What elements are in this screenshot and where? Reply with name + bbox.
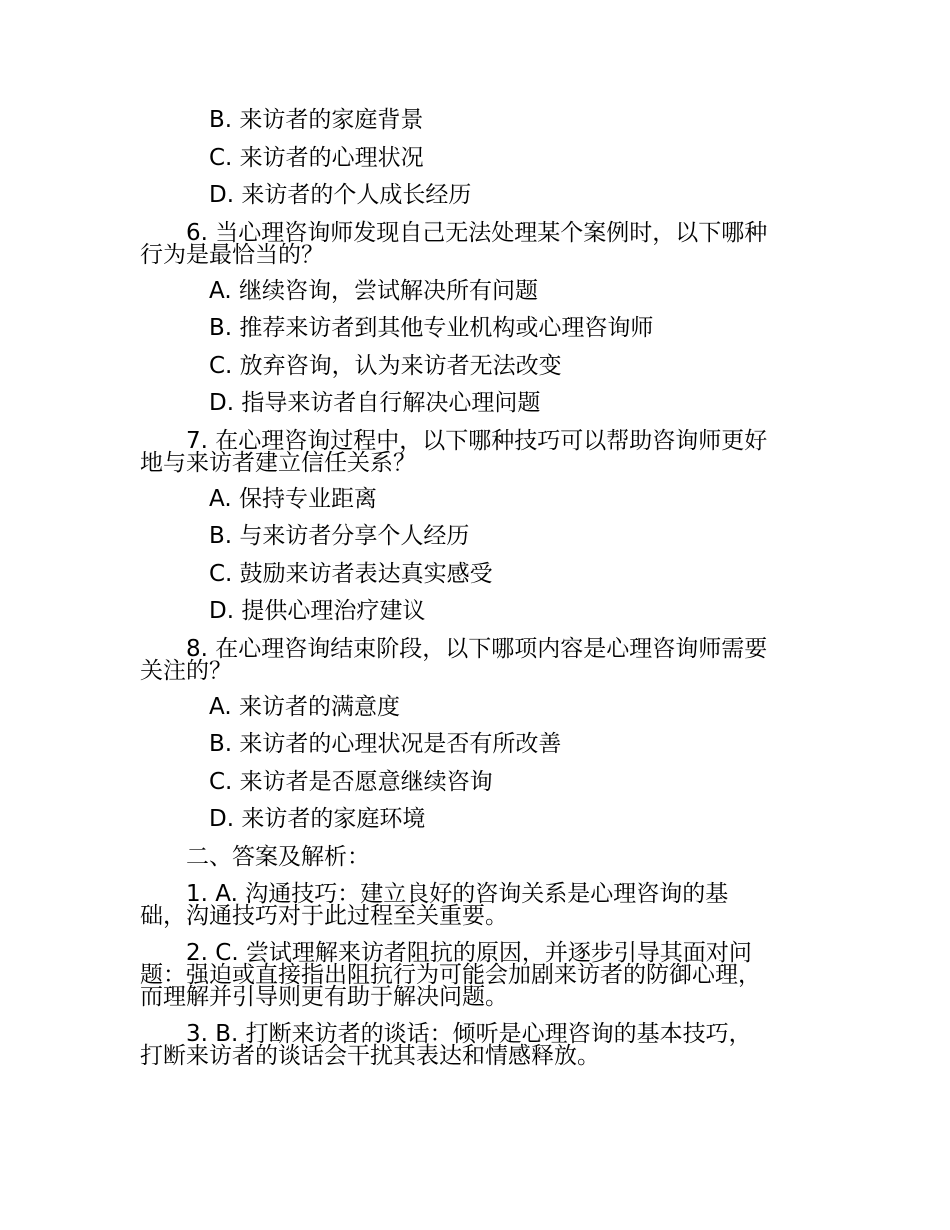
question-6-option-d: D. 指导来访者自行解决心理问题	[209, 390, 541, 416]
answer-2-line-3: 而理解并引导则更有助于解决问题。	[140, 984, 508, 1010]
question-7-option-c: C. 鼓励来访者表达真实感受	[209, 561, 493, 587]
answer-3-line-2: 打断来访者的谈话会干扰其表达和情感释放。	[140, 1043, 600, 1069]
option-d: D. 来访者的个人成长经历	[209, 182, 472, 208]
answers-heading: 二、答案及解析：	[186, 844, 370, 870]
question-7-option-a: A. 保持专业距离	[209, 486, 377, 512]
option-c: C. 来访者的心理状况	[209, 145, 424, 171]
question-7-stem-continued: 地与来访者建立信任关系？	[140, 450, 416, 476]
question-8-option-c: C. 来访者是否愿意继续咨询	[209, 769, 493, 795]
question-7-option-b: B. 与来访者分享个人经历	[209, 523, 470, 549]
question-6-option-b: B. 推荐来访者到其他专业机构或心理咨询师	[209, 315, 654, 341]
question-7-stem: 7. 在心理咨询过程中，以下哪种技巧可以帮助咨询师更好	[186, 428, 768, 454]
question-6-stem: 6. 当心理咨询师发现自己无法处理某个案例时，以下哪种	[186, 220, 768, 246]
answer-2-line-1: 2. C. 尝试理解来访者阻抗的原因，并逐步引导其面对问	[186, 940, 752, 966]
question-8-option-b: B. 来访者的心理状况是否有所改善	[209, 731, 562, 757]
question-8-option-d: D. 来访者的家庭环境	[209, 806, 426, 832]
question-6-option-a: A. 继续咨询，尝试解决所有问题	[209, 278, 538, 304]
option-b: B. 来访者的家庭背景	[209, 107, 424, 133]
answer-2-line-2: 题：强迫或直接指出阻抗行为可能会加剧来访者的防御心理，	[140, 962, 761, 988]
answer-1-line-2: 础，沟通技巧对于此过程至关重要。	[140, 903, 508, 929]
question-8-option-a: A. 来访者的满意度	[209, 694, 400, 720]
answer-1-line-1: 1. A. 沟通技巧：建立良好的咨询关系是心理咨询的基	[186, 881, 729, 907]
question-7-option-d: D. 提供心理治疗建议	[209, 598, 426, 624]
question-8-stem-continued: 关注的？	[140, 658, 232, 684]
question-6-stem-continued: 行为是最恰当的？	[140, 242, 324, 268]
question-6-option-c: C. 放弃咨询，认为来访者无法改变	[209, 353, 562, 379]
answer-3-line-1: 3. B. 打断来访者的谈话：倾听是心理咨询的基本技巧，	[186, 1021, 752, 1047]
question-8-stem: 8. 在心理咨询结束阶段，以下哪项内容是心理咨询师需要	[186, 636, 768, 662]
